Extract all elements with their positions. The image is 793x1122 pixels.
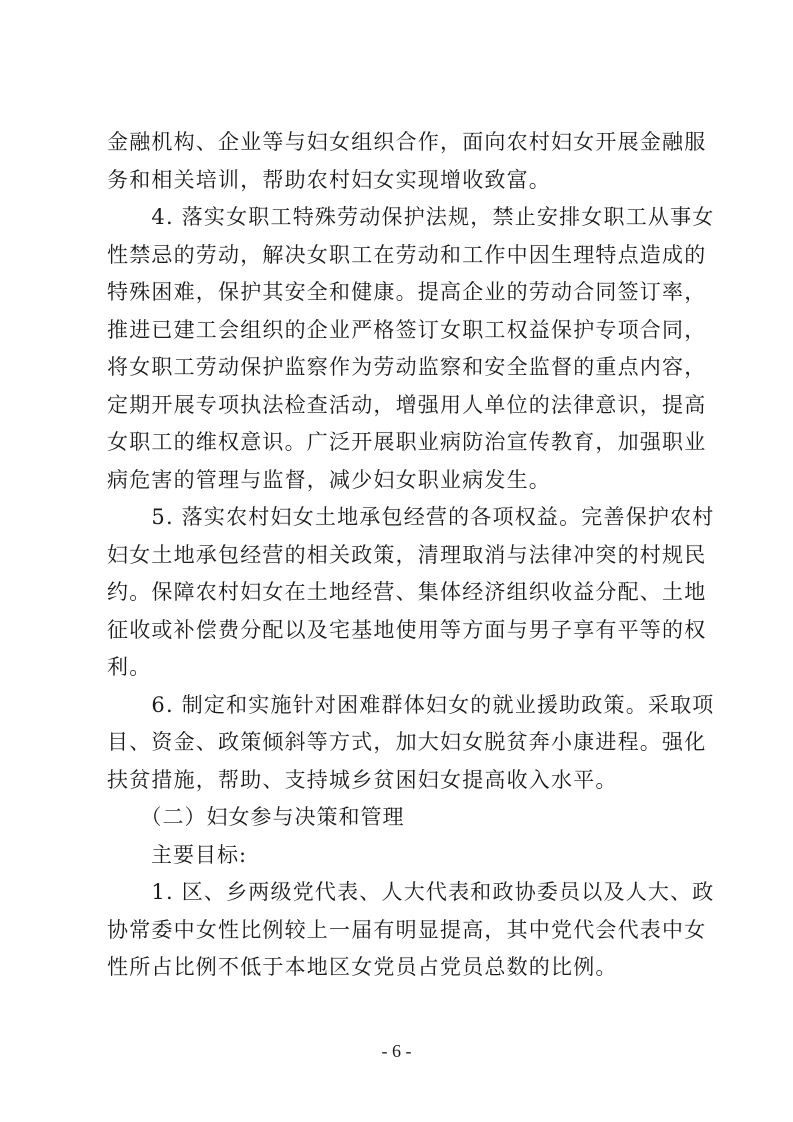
body-text (107, 124, 715, 987)
text-line: 5. 落实农村妇女土地承包经营的各项权益。完善保护农村 (107, 505, 715, 529)
text-line: 4. 落实女职工特殊劳动保护法规，禁止安排女职工从事女 (107, 205, 715, 229)
text-line: 金融机构、企业等与妇女组织合作，面向农村妇女开展金融服 (107, 130, 707, 154)
text-line: 征收或补偿费分配以及宅基地使用等方面与男子享有平等的权 (107, 617, 707, 642)
text-line: 性所占比例不低于本地区女党员占党员总数的比例。 (107, 955, 618, 979)
text-line: 1. 区、乡两级党代表、人大代表和政协委员以及人大、政 (107, 880, 715, 904)
text-line: 利。 (107, 655, 152, 679)
text-line: 扶贫措施，帮助、支持城乡贫困妇女提高收入水平。 (107, 767, 618, 792)
section-heading: （二）妇女参与决策和管理 (107, 805, 405, 829)
text-line: 将女职工劳动保护监察作为劳动监察和安全监督的重点内容， (107, 355, 707, 379)
page-number: - 6 - (381, 1041, 412, 1061)
text-line: 女职工的维权意识。广泛开展职业病防治宣传教育，加强职业 (107, 430, 707, 454)
text-line: 6. 制定和实施针对困难群体妇女的就业援助政策。采取项 (107, 692, 715, 717)
text-line: 性禁忌的劳动，解决女职工在劳动和工作中因生理特点造成的 (107, 242, 707, 267)
text-line: 推进已建工会组织的企业严格签订女职工权益保护专项合同， (107, 317, 707, 342)
text-line: 定期开展专项执法检查活动，增强用人单位的法律意识，提高 (107, 392, 707, 417)
subsection-heading: 主要目标: (107, 842, 248, 867)
text-line: 特殊困难，保护其安全和健康。提高企业的劳动合同签订率， (107, 280, 707, 304)
text-line: 目、资金、政策倾斜等方式，加大妇女脱贫奔小康进程。强化 (107, 730, 707, 754)
text-line: 妇女土地承包经营的相关政策，清理取消与法律冲突的村规民 (107, 542, 707, 567)
text-line: 务和相关培训，帮助农村妇女实现增收致富。 (107, 167, 551, 192)
text-line: 约。保障农村妇女在土地经营、集体经济组织收益分配、土地 (107, 580, 707, 604)
text-line: 病危害的管理与监督，减少妇女职业病发生。 (107, 467, 551, 492)
text-line: 协常委中女性比例较上一届有明显提高，其中党代会代表中女 (107, 917, 707, 942)
